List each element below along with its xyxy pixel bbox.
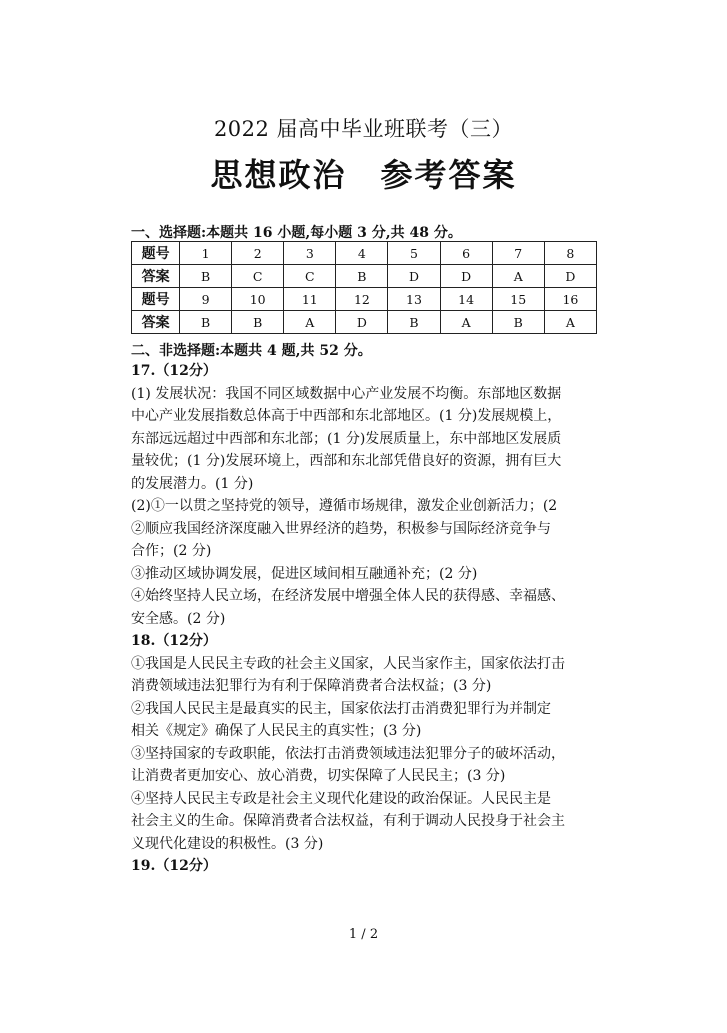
answer-line: ④坚持人民民主专政是社会主义现代化建设的政治保证。人民民主是	[131, 790, 551, 807]
table-cell: C	[232, 265, 284, 288]
table-cell: 8	[544, 242, 596, 265]
answer-line: 社会主义的生命。保障消费者合法权益，有利于调动人民投身于社会主	[131, 813, 565, 829]
answer-line: ③推动区域协调发展，促进区域间相互融通补充；(2 分)	[131, 565, 478, 582]
answer-line: ①我国是人民民主专政的社会主义国家，人民当家作主，国家依法打击	[131, 655, 565, 672]
answer-table-row	[132, 288, 597, 311]
question-17-answer	[131, 383, 601, 631]
question-18-heading: 18.（12分）	[131, 633, 217, 649]
page-number: 1 / 2	[348, 927, 379, 942]
answer-line: ②顺应我国经济深度融入世界经济的趋势，积极参与国际经济竞争与	[131, 520, 551, 537]
table-cell: B	[180, 311, 232, 334]
answer-line: 义现代化建设的积极性。(3 分)	[131, 835, 324, 852]
answer-line: (2)①一以贯之坚持党的领导，遵循市场规律，激发企业创新活力；(2	[131, 498, 558, 514]
section-1-heading: 一、选择题:本题共 16 小题,每小题 3 分,共 48 分。	[131, 225, 462, 241]
table-cell: A	[544, 311, 596, 334]
table-cell: 16	[544, 288, 596, 311]
answer-table-row	[132, 265, 597, 288]
answer-line: ④始终坚持人民立场，在经济发展中增强全体人民的获得感、幸福感、	[131, 588, 565, 604]
table-cell: 14	[440, 288, 492, 311]
answer-line: 中心产业发展指数总体高于中西部和东北部地区。(1 分)发展规模上，	[131, 408, 562, 424]
answer-table-row	[132, 242, 597, 265]
table-cell: B	[492, 311, 544, 334]
table-cell: 6	[440, 242, 492, 265]
subject-title: 思想政治 参考答案	[210, 156, 517, 194]
table-cell: 15	[492, 288, 544, 311]
answer-line: ③坚持国家的专政职能，依法打击消费领域违法犯罪分子的破坏活动，	[131, 745, 565, 762]
table-cell: 9	[180, 288, 232, 311]
row-label: 答案	[132, 311, 180, 334]
table-cell: 10	[232, 288, 284, 311]
table-cell: B	[336, 265, 388, 288]
table-cell: 13	[388, 288, 440, 311]
question-17-heading: 17.（12分）	[131, 363, 217, 379]
table-cell: B	[232, 311, 284, 334]
row-label: 答案	[132, 265, 180, 288]
table-cell: D	[544, 265, 596, 288]
answer-line: 让消费者更加安心、放心消费，切实保障了人民民主；(3 分)	[131, 768, 506, 784]
answer-line: (1) 发展状况：我国不同区域数据中心产业发展不均衡。东部地区数据	[131, 385, 562, 402]
table-cell: A	[284, 311, 336, 334]
table-cell: 5	[388, 242, 440, 265]
answer-line: 的发展潜力。(1 分)	[131, 475, 254, 492]
table-cell: 1	[180, 242, 232, 265]
question-19-heading: 19.（12分）	[131, 858, 217, 874]
answer-table-row	[132, 311, 597, 334]
table-cell: D	[336, 311, 388, 334]
table-cell: 2	[232, 242, 284, 265]
question-18-answer	[131, 653, 601, 856]
answers-body	[131, 360, 601, 878]
answer-line: 消费领域违法犯罪行为有利于保障消费者合法权益；(3 分)	[131, 678, 492, 694]
table-cell: B	[388, 311, 440, 334]
section-2-heading: 二、非选择题:本题共 4 题,共 52 分。	[131, 343, 372, 359]
answer-line: 量较优；(1 分)发展环境上，西部和东北部凭借良好的资源，拥有巨大	[131, 453, 562, 469]
table-cell: 12	[336, 288, 388, 311]
table-cell: 4	[336, 242, 388, 265]
exam-title: 2022 届高中毕业班联考（三）	[213, 117, 514, 141]
row-label: 题号	[132, 242, 180, 265]
table-cell: A	[492, 265, 544, 288]
answer-line: 东部远远超过中西部和东北部；(1 分)发展质量上，东中部地区发展质	[131, 430, 562, 447]
table-cell: B	[180, 265, 232, 288]
answer-table	[131, 241, 597, 334]
table-cell: D	[440, 265, 492, 288]
answer-line: 合作；(2 分)	[131, 543, 212, 559]
table-cell: A	[440, 311, 492, 334]
answer-line: 相关《规定》确保了人民民主的真实性；(3 分)	[131, 723, 422, 739]
answer-line: 安全感。(2 分)	[131, 610, 226, 627]
row-label: 题号	[132, 288, 180, 311]
table-cell: 7	[492, 242, 544, 265]
table-cell: 11	[284, 288, 336, 311]
table-cell: C	[284, 265, 336, 288]
answer-line: ②我国人民民主是最真实的民主，国家依法打击消费犯罪行为并制定	[131, 700, 551, 717]
table-cell: D	[388, 265, 440, 288]
table-cell: 3	[284, 242, 336, 265]
